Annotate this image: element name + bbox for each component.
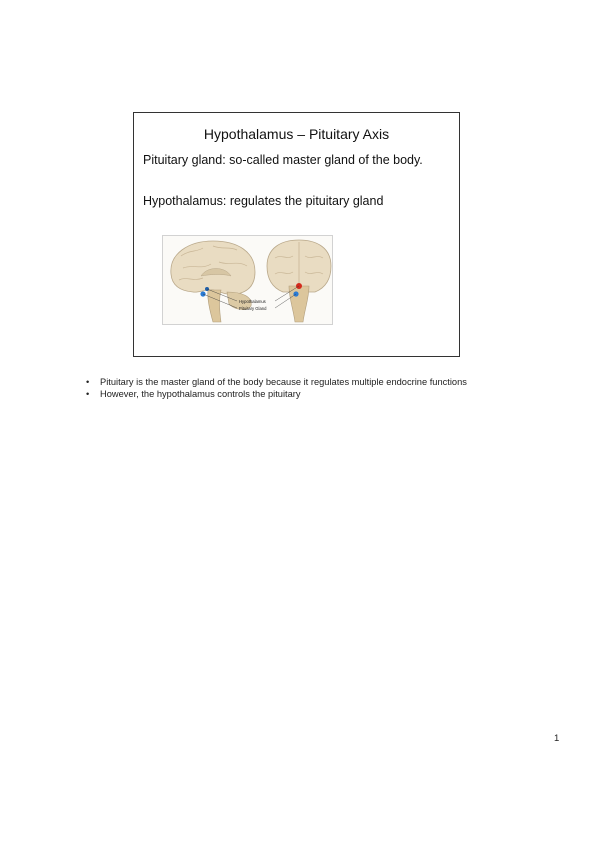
bullet-icon: • (86, 388, 90, 399)
notes-item-text: Pituitary is the master gland of the body because it regulates multiple endocrine functions (100, 377, 467, 387)
speaker-notes-list (86, 377, 516, 400)
page-number: 1 (554, 733, 560, 744)
label-pituitary-gland: Pituitary Gland (239, 306, 267, 311)
notes-item (86, 389, 516, 401)
coronal-brain (267, 240, 331, 322)
brain-illustration (163, 236, 333, 325)
slide-title: Hypothalamus – Pituitary Axis (203, 126, 390, 142)
notes-item-text: However, the hypothalamus controls the pituitary (100, 388, 301, 399)
slide-line-pituitary: Pituitary gland: so-called master gland of the body. (143, 153, 423, 167)
notes-item (86, 377, 516, 389)
brain-figure (162, 235, 333, 325)
bullet-icon: • (86, 377, 90, 387)
slide-line-hypothalamus: Hypothalamus: regulates the pituitary gland (143, 194, 384, 208)
label-hypothalamus: Hypothalamus (239, 299, 266, 304)
slide-thumbnail (133, 112, 460, 357)
